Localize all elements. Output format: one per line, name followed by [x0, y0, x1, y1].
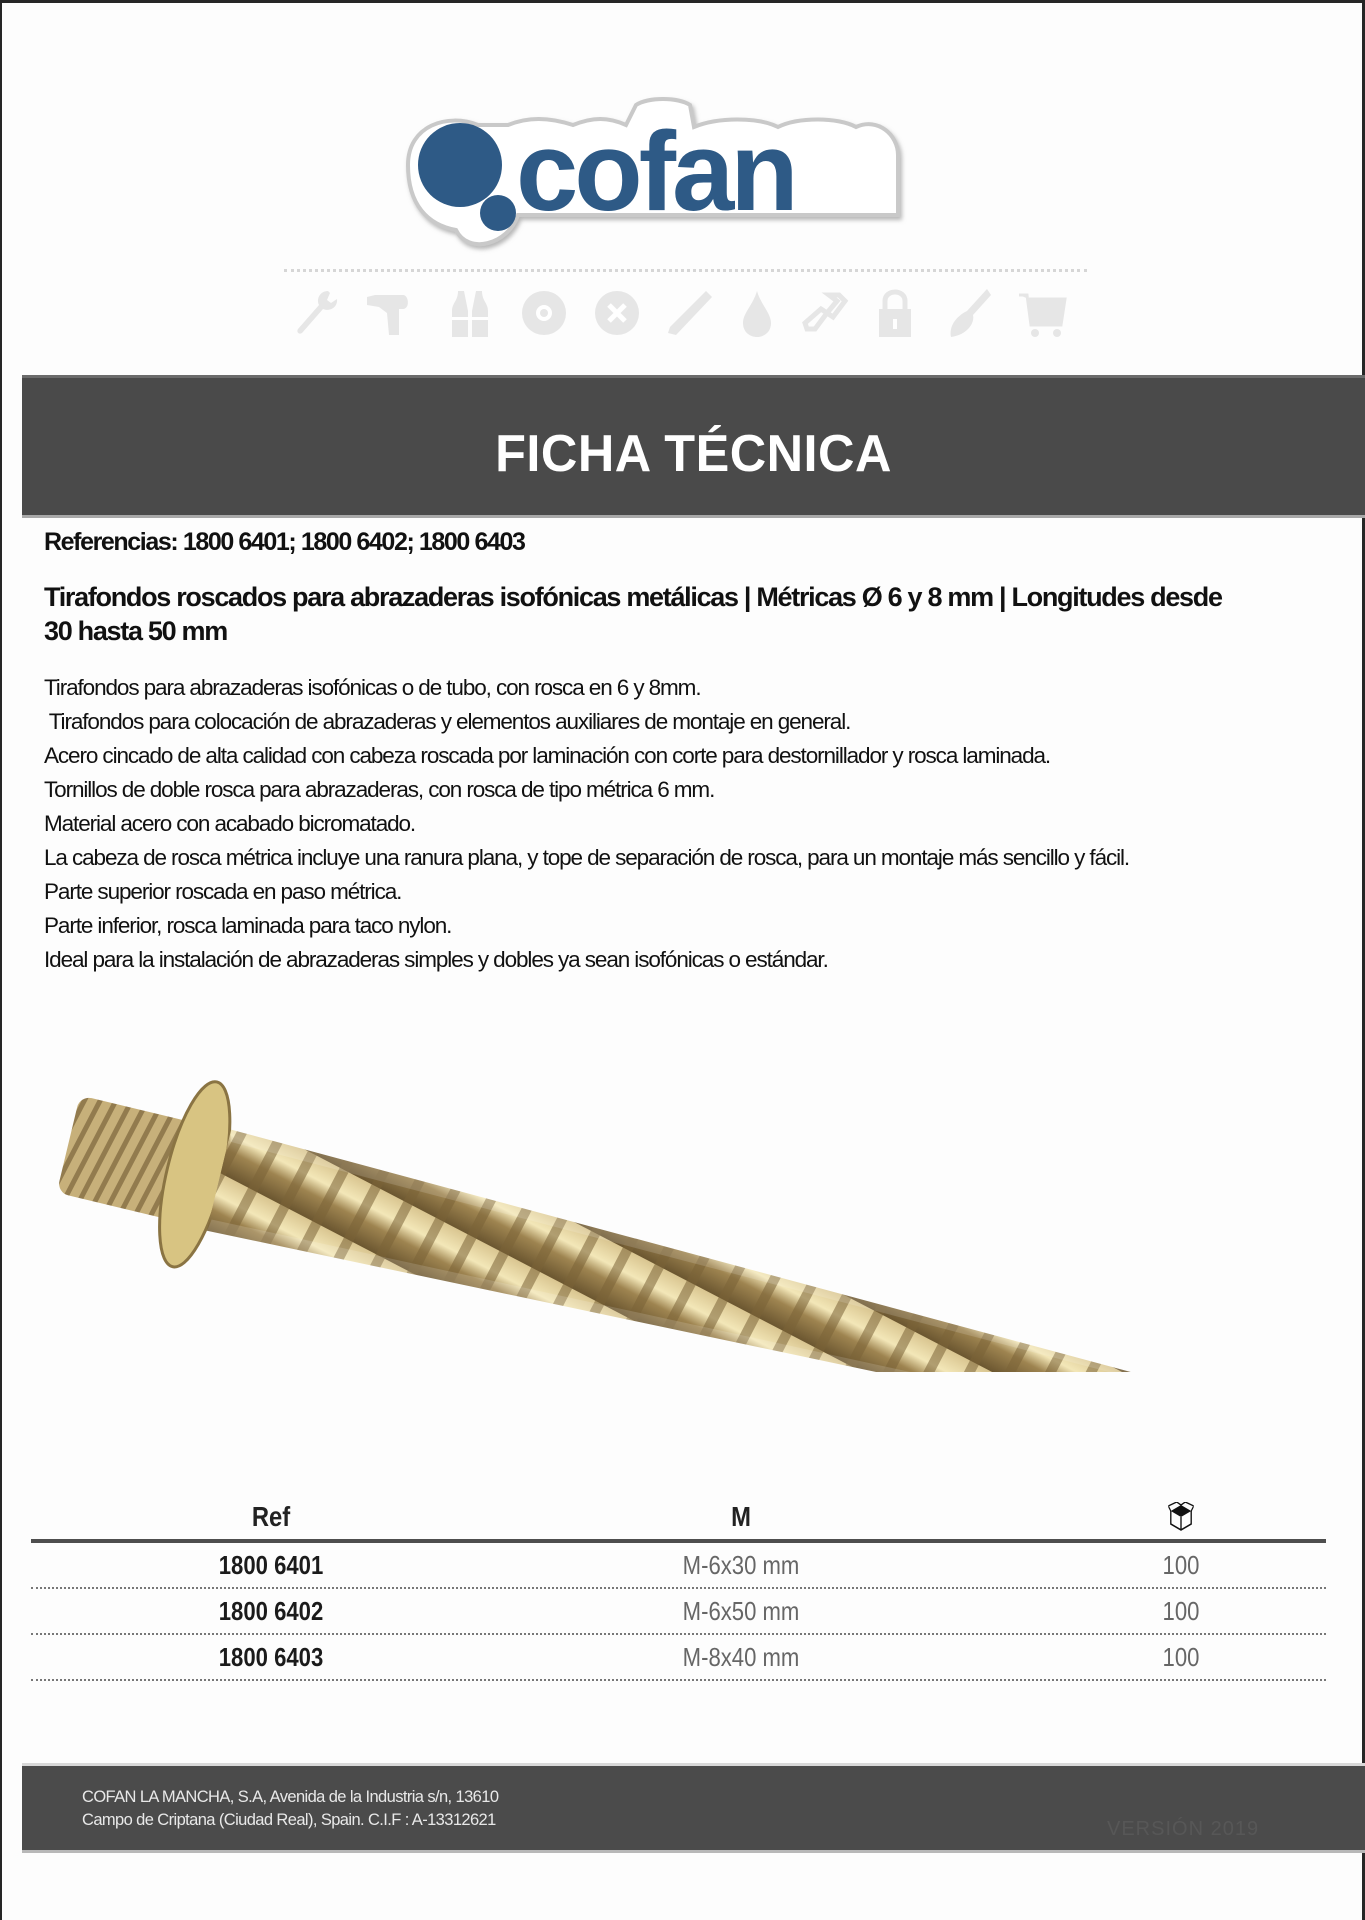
product-table: [31, 1495, 1326, 1681]
product-heading: [44, 580, 1314, 648]
vest-icon: [444, 287, 496, 339]
table-row: [31, 1589, 1326, 1635]
address-line: COFAN LA MANCHA, S.A, Avenida de la Industria s/n, 13610: [82, 1788, 499, 1806]
cofan-logo: [398, 95, 908, 255]
header-box: [1003, 1495, 1360, 1539]
references: Referencias: 1800 6401; 1800 6402; 1800 6403: [44, 528, 525, 556]
header-ref: Ref: [251, 1501, 291, 1532]
cell-ref: 1800 6401: [218, 1549, 324, 1580]
heading-line: 30 hasta 50 mm: [44, 616, 227, 646]
description-line: Acero cincado de alta calidad con cabeza roscada por laminación con corte para destornillador y rosca laminada.: [44, 743, 1051, 768]
description-line: Ideal para la instalación de abrazaderas simples y dobles ya sean isofónicas o estándar.: [44, 947, 828, 972]
description-line: Parte superior roscada en paso métrica.: [44, 879, 402, 904]
title-band: [22, 375, 1365, 518]
cell-m: M-6x50 mm: [682, 1595, 800, 1626]
category-icons: [0, 287, 1365, 339]
heading-line: Tirafondos roscados para abrazaderas isofónicas metálicas | Métricas Ø 6 y 8 mm | Longitudes desde: [44, 582, 1222, 612]
description-line: La cabeza de rosca métrica incluye una ranura plana, y tope de separación de rosca, para un montaje más sencillo y fácil.: [44, 845, 1130, 870]
padlock-icon: [869, 287, 921, 339]
cell-ref: 1800 6402: [218, 1595, 324, 1626]
description-line: Tirafondos para abrazaderas isofónicas o de tubo, con rosca en 6 y 8mm.: [44, 675, 701, 700]
description-line: Parte inferior, rosca laminada para taco nylon.: [44, 913, 452, 938]
saw-icon: [662, 287, 714, 339]
page-title: FICHA TÉCNICA: [495, 425, 892, 483]
box-icon: [1168, 1502, 1194, 1532]
cell-qty: 100: [1162, 1595, 1200, 1626]
footer-band: [22, 1763, 1365, 1853]
cart-icon: [1017, 287, 1069, 339]
drop-icon: [731, 287, 783, 339]
trowel-icon: [941, 287, 993, 339]
description-line: Tirafondos para colocación de abrazaderas y elementos auxiliares de montaje en general.: [44, 709, 851, 734]
table-row: [31, 1543, 1326, 1589]
divider-dotted: [284, 269, 1087, 272]
description-line: Material acero con acabado bicromatado.: [44, 811, 416, 836]
version-label: VERSIÓN 2019: [1107, 1818, 1260, 1840]
drill-icon: [363, 287, 415, 339]
wrench-icon: [290, 287, 342, 339]
description-line: Tornillos de doble rosca para abrazaderas, con rosca de tipo métrica 6 mm.: [44, 777, 715, 802]
cell-ref: 1800 6403: [218, 1641, 324, 1672]
header-m: M: [731, 1501, 751, 1532]
screw-head-icon: [591, 287, 643, 339]
svg-text:cofan: cofan: [516, 109, 795, 234]
cell-qty: 100: [1162, 1549, 1200, 1580]
chain-link-icon: [799, 287, 851, 339]
disc-icon: [518, 287, 570, 339]
product-description: [44, 671, 1129, 977]
table-row: [31, 1635, 1326, 1681]
cell-m: M-6x30 mm: [682, 1549, 800, 1580]
cell-qty: 100: [1162, 1641, 1200, 1672]
product-image: [55, 1062, 1320, 1372]
cell-m: M-8x40 mm: [682, 1641, 800, 1672]
table-header: [31, 1495, 1326, 1543]
address-line: Campo de Criptana (Ciudad Real), Spain. C.I.F : A-13312621: [82, 1811, 496, 1829]
company-address: [82, 1786, 498, 1832]
